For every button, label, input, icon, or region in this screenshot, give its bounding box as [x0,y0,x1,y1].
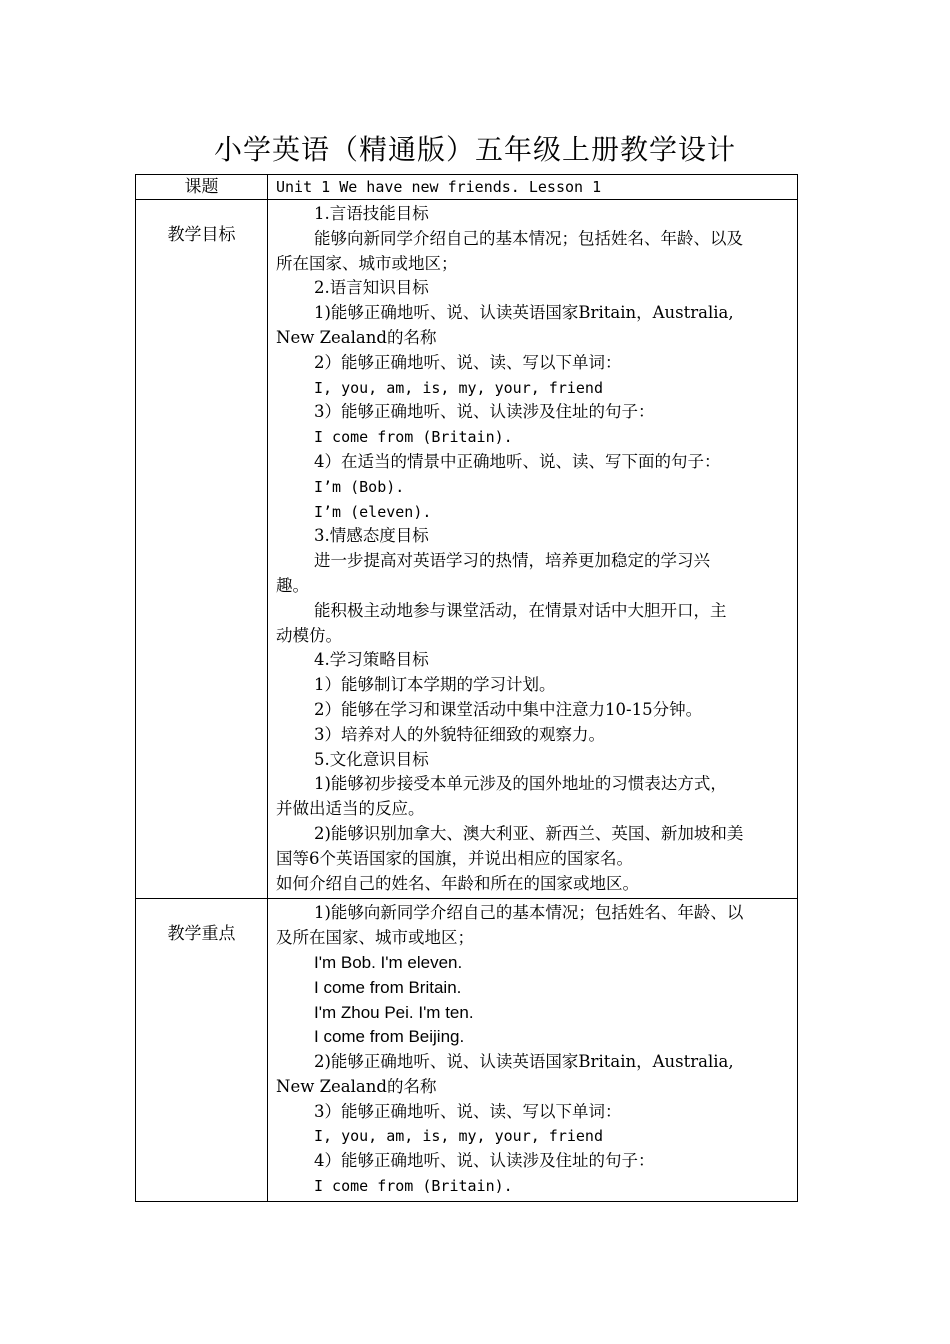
topic-value: Unit 1 We have new friends. Lesson 1 [276,178,602,196]
key-points-line: 2)能够正确地听、说、认读英语国家Britain，Australia, [314,1052,734,1072]
goals-line: 1)能够初步接受本单元涉及的国外地址的习惯表达方式， [314,774,727,794]
goals-line: 3.情感态度目标 [314,526,429,546]
goals-line: 如何介绍自己的姓名、年龄和所在的国家或地区。 [276,873,639,893]
key-points-line: I'm Bob. I'm eleven. [314,952,463,972]
goals-line: 2.语言知识目标 [314,278,429,298]
goals-line: 并做出适当的反应。 [276,799,425,819]
goals-line: 动模仿。 [276,625,342,645]
goals-line: I’m (Bob). [314,477,405,496]
goals-line: 国等6个英语国家的国旗，并说出相应的国家名。 [276,848,633,868]
goals-line: I’m (eleven). [314,502,432,521]
goals-line: 趣。 [276,575,309,595]
goals-line: 2）能够正确地听、说、读、写以下单词： [314,352,622,372]
topic-row [136,175,798,200]
goals-line: 4.学习策略目标 [314,650,429,670]
goals-line: I come from (Britain). [314,428,513,447]
key-points-line: I'm Zhou Pei. I'm ten. [314,1002,474,1022]
goals-line: 进一步提高对英语学习的热情，培养更加稳定的学习兴 [314,551,710,571]
key-points-line: I, you, am, is, my, your, friend [314,1127,603,1146]
lesson-plan-table [135,174,798,1202]
key-points-label: 教学重点 [167,924,236,945]
goals-label: 教学目标 [167,225,236,245]
key-points-label-cell [136,899,268,1202]
goals-content-cell [268,200,798,899]
goals-line: I, you, am, is, my, your, friend [314,378,603,397]
key-points-line: New Zealand的名称 [276,1076,437,1096]
key-points-row [136,899,798,1202]
goals-line: New Zealand的名称 [276,327,437,347]
key-points-content [268,899,797,1201]
key-points-line: I come from (Britain). [314,1177,513,1196]
goals-line: 能够向新同学介绍自己的基本情况；包括姓名、年龄、以及 [314,228,743,248]
goals-line: 3）培养对人的外貌特征细致的观察力。 [314,724,605,744]
goals-line: 5.文化意识目标 [314,749,429,769]
topic-label-cell [136,175,268,200]
goals-label-cell [136,200,268,899]
key-points-line: 3）能够正确地听、说、读、写以下单词： [314,1101,622,1121]
goals-line: 1.言语技能目标 [314,204,429,223]
goals-line: 所在国家、城市或地区； [276,253,458,273]
goals-line: 1)能够正确地听、说、认读英语国家Britain，Australia, [314,303,734,323]
topic-label: 课题 [184,177,219,197]
topic-value-cell [268,175,798,200]
goals-line: 3）能够正确地听、说、认读涉及住址的句子： [314,402,655,422]
key-points-line: 1)能够向新同学介绍自己的基本情况；包括姓名、年龄、以 [314,903,744,923]
goals-line: 2)能够识别加拿大、澳大利亚、新西兰、英国、新加坡和美 [314,823,744,843]
key-points-line: 4）能够正确地听、说、认读涉及住址的句子： [314,1151,655,1171]
goals-line: 1）能够制订本学期的学习计划。 [314,675,556,695]
goals-line: 4）在适当的情景中正确地听、说、读、写下面的句子： [314,451,721,471]
key-points-line: I come from Britain. [314,977,462,997]
key-points-content-cell [268,899,798,1202]
goals-line: 2）能够在学习和课堂活动中集中注意力10-15分钟。 [314,699,703,719]
goals-row [136,200,798,899]
key-points-line: I come from Beijing. [314,1027,465,1047]
goals-line: 能积极主动地参与课堂活动，在情景对话中大胆开口，主 [314,600,727,620]
document-title: 小学英语（精通版）五年级上册教学设计 [213,133,736,166]
key-points-line: 及所在国家、城市或地区； [276,928,474,948]
goals-content [268,200,797,898]
